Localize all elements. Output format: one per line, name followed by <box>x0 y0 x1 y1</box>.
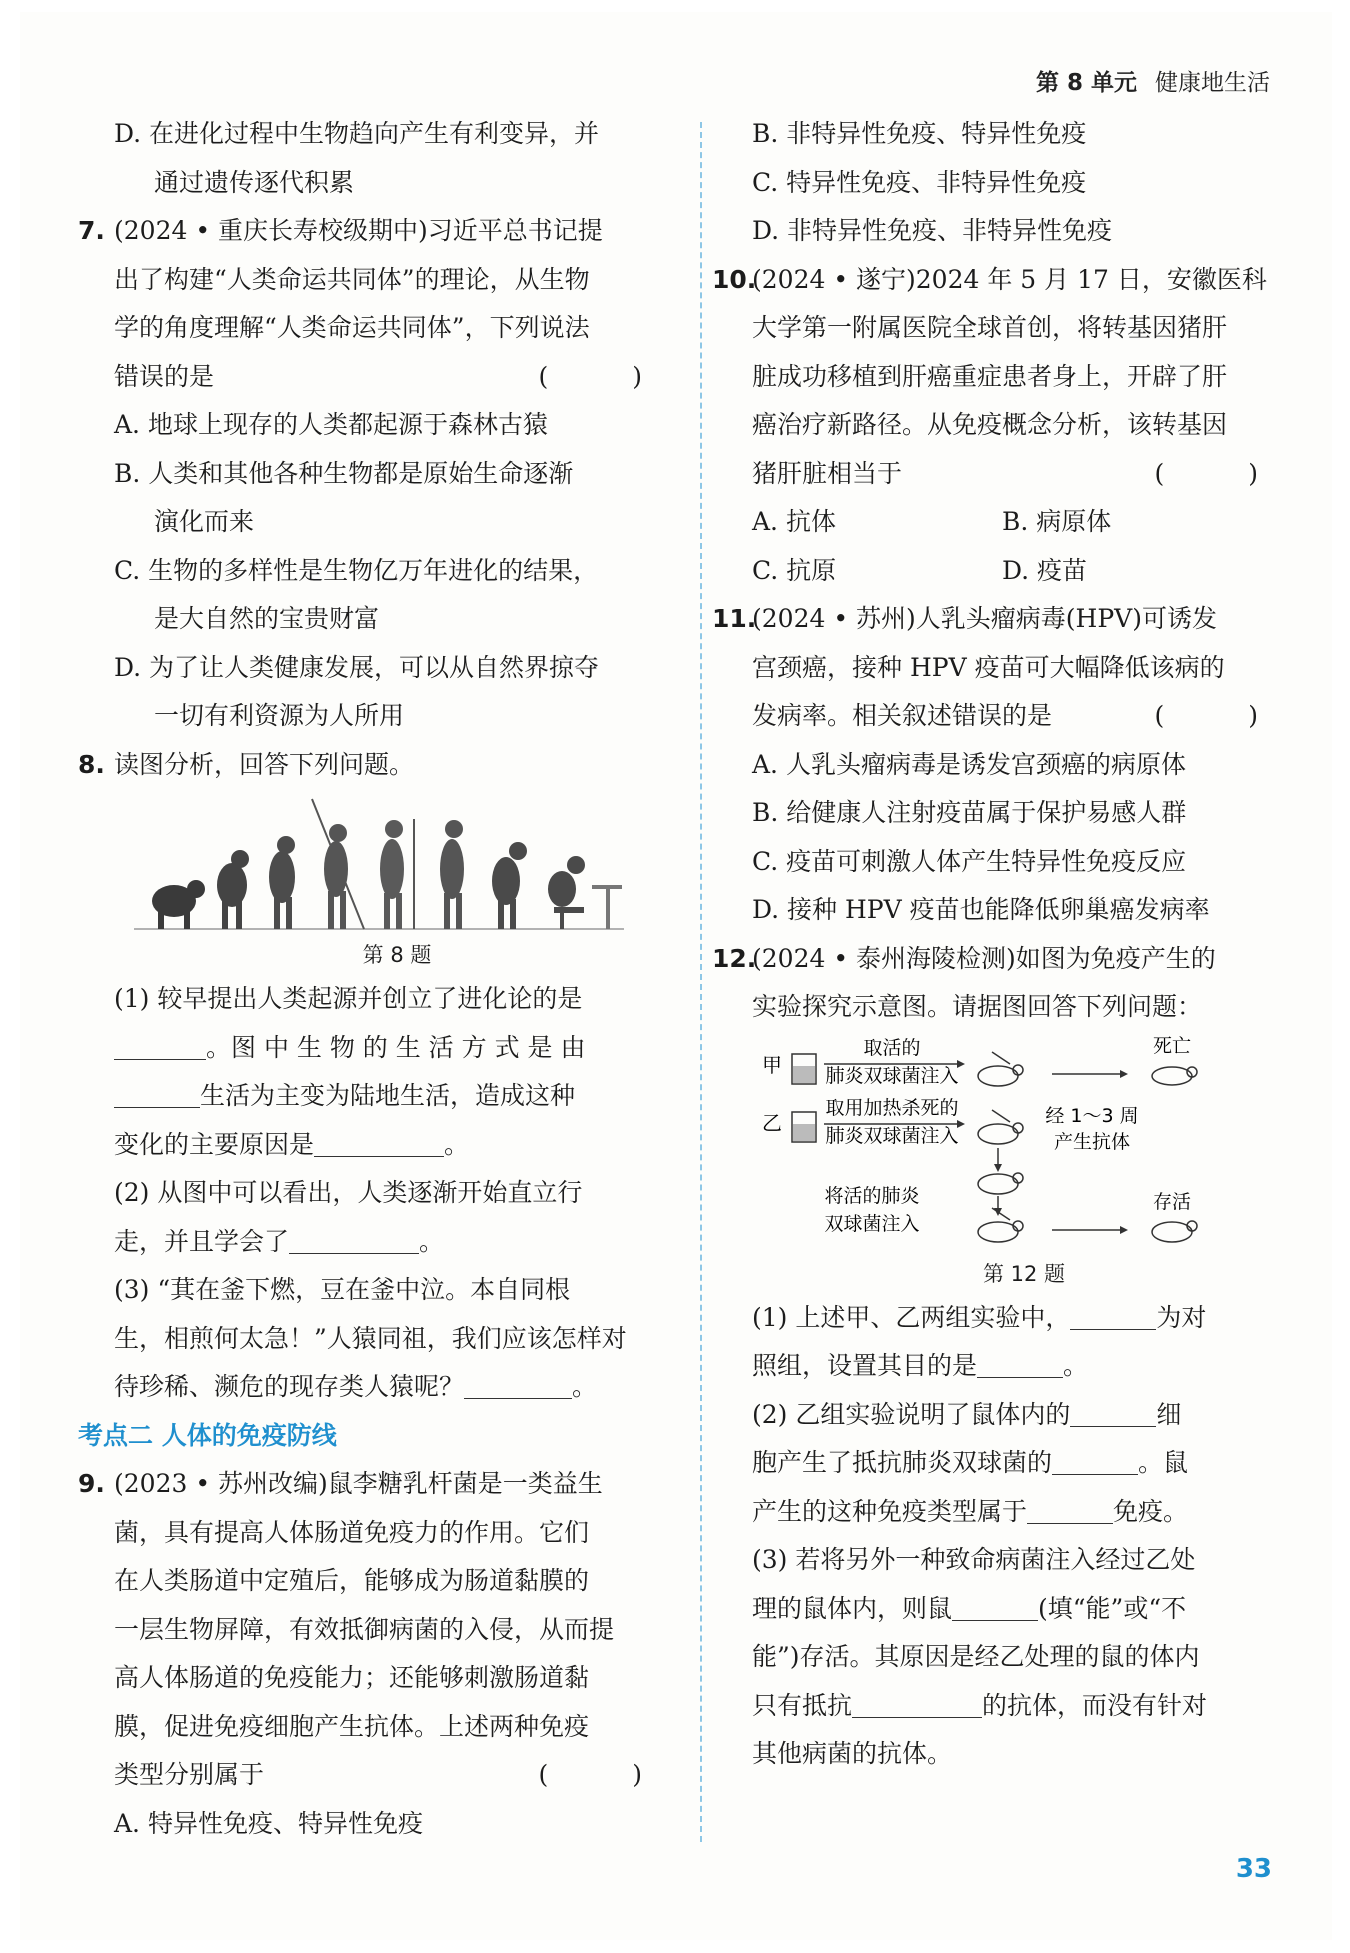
answer-bracket[interactable]: ( ) <box>1154 458 1296 488</box>
option-d: D. 为了让人类健康发展，可以从自然界掠夺 <box>114 652 600 682</box>
answer-blank[interactable] <box>1052 1444 1138 1475</box>
q9-options-continued <box>752 110 1296 256</box>
live-label-1: 将活的肺炎 <box>824 1184 920 1207</box>
option-c: C. 抗原 <box>752 555 837 585</box>
live-label-2: 双球菌注入 <box>824 1212 920 1235</box>
alive-label: 存活 <box>1152 1190 1192 1213</box>
human-evolution-image <box>114 789 634 935</box>
answer-blank[interactable] <box>1070 1299 1156 1330</box>
right-column <box>712 110 1296 1779</box>
option-a: A. 抗体 <box>752 507 836 536</box>
group-yi-label: 乙 <box>762 1110 782 1135</box>
figure-caption: 第 12 题 <box>982 1261 1066 1286</box>
dead-label: 死亡 <box>1152 1034 1192 1057</box>
option-c: C. 疫苗可刺激人体产生特异性免疫反应 <box>752 846 1187 876</box>
answer-blank[interactable] <box>314 1126 444 1157</box>
option-a: A. 特异性免疫、特异性免疫 <box>114 1808 423 1838</box>
mouse-icon <box>978 1110 1023 1144</box>
answer-blank[interactable] <box>977 1347 1063 1378</box>
question-12: 12. (2024 • 泰州海陵检测)如图为免疫产生的 实验探究示意图。请据图回答下列问题： 甲 取活的 肺炎双球菌注入 死亡 乙 取用加热杀死的 肺炎双球菌注入 经 1～3 周 产生抗体 将活的肺炎 双球菌注入 存活 第 12 题 (1) 上述甲、乙两组实验中， 为对 照组，设置其目的是 。 (2) 乙组实验说明了鼠体内的 细 胞产生了抵抗肺炎双球菌的 。鼠 产生的这种免疫类型属于 免疫。 (3) 若将另外一种致命病菌注入经过乙处 理的鼠体内，则鼠 (填“能”或“不 能”)存活。其原因是经乙处理的鼠的体内 只有抵抗 的抗体，而没有针对 其他病菌的抗体。 <box>752 935 1296 1779</box>
yi-label-1: 取用加热杀死的 <box>825 1096 959 1119</box>
dead-mouse-icon <box>1152 1067 1197 1085</box>
weeks-label-1: 经 1～3 周 <box>1045 1104 1139 1127</box>
question-number: 12. <box>712 943 757 973</box>
section-title: 考点二 人体的免疫防线 <box>78 1420 337 1450</box>
alive-mouse-icon <box>1152 1221 1197 1242</box>
page <box>20 12 1332 1940</box>
option-a: A. 人乳头瘤病毒是诱发宫颈癌的病原体 <box>752 749 1186 779</box>
question-9: 9. (2023 • 苏州改编)鼠李糖乳杆菌是一类益生 菌，具有提高人体肠道免疫力的作用。它们 在人类肠道中定殖后，能够成为肠道黏膜的 一层生物屏障，有效抵御病菌的入侵，从而提 高人体肠道的免疫能力；还能够刺激肠道黏 膜，促进免疫细胞产生抗体。上述两种免疫 类型分别属于 ( ) A. 特异性免疫、特异性免疫 <box>114 1460 680 1848</box>
question-number: 8. <box>78 749 105 779</box>
answer-bracket[interactable]: ( ) <box>538 361 680 391</box>
figure-caption: 第 8 题 <box>362 943 432 967</box>
mouse-icon <box>978 1208 1023 1242</box>
option-b: B. 非特异性免疫、特异性免疫 <box>752 119 1087 148</box>
option-a: A. 地球上现存的人类都起源于森林古猿 <box>114 410 548 439</box>
option-d: D. 非特异性免疫、非特异性免疫 <box>752 216 1113 245</box>
experiment-diagram <box>752 1032 1272 1254</box>
answer-blank[interactable] <box>114 1077 200 1108</box>
question-number: 7. <box>78 216 105 245</box>
question-number: 9. <box>78 1469 105 1498</box>
option-c: C. 特异性免疫、非特异性免疫 <box>752 167 1087 197</box>
q6-option-d: D. 在进化过程中生物趋向产生有利变异，并 通过遗传逐代积累 <box>114 119 600 197</box>
answer-blank[interactable] <box>1070 1396 1156 1427</box>
weeks-label-2: 产生抗体 <box>1053 1130 1131 1153</box>
jia-label-1: 取活的 <box>863 1036 921 1059</box>
answer-blank[interactable] <box>1027 1493 1113 1524</box>
jia-label-2: 肺炎双球菌注入 <box>825 1064 959 1087</box>
option-c: C. 生物的多样性是生物亿万年进化的结果， <box>114 555 599 585</box>
mouse-icon <box>978 1052 1023 1086</box>
answer-blank[interactable] <box>464 1368 572 1399</box>
option-d: D. 接种 HPV 疫苗也能降低卵巢癌发病率 <box>752 895 1210 924</box>
option-d: D. 疫苗 <box>1002 555 1088 585</box>
question-number: 10. <box>712 264 757 294</box>
question-number: 11. <box>712 604 757 633</box>
page-header <box>1036 64 1270 97</box>
answer-blank[interactable] <box>114 1029 206 1060</box>
page-number: 33 <box>1235 1854 1272 1884</box>
group-jia-label: 甲 <box>762 1052 782 1077</box>
left-column <box>78 110 680 1848</box>
answer-bracket[interactable]: ( ) <box>538 1760 680 1789</box>
question-7: 7. (2024 • 重庆长寿校级期中)习近平总书记提 出了构建“人类命运共同体”的理论，从生物 学的角度理解“人类命运共同体”，下列说法 错误的是 ( ) A. 地球上现存的人类都起源于森林古猿 B. 人类和其他各种生物都是原始生命逐渐 演化而来 C. 生物的多样性是生物亿万年进化的结果， 是大自然的宝贵财富 D. 为了让人类健康发展，可以从自然界掠夺 一切有利资源为人所用 <box>114 207 680 741</box>
answer-blank[interactable] <box>952 1590 1038 1621</box>
evolution-figure <box>114 789 680 935</box>
unit-label: 第 8 单元 <box>1035 70 1137 96</box>
question-11: 11. (2024 • 苏州)人乳头瘤病毒(HPV)可诱发 宫颈癌，接种 HPV 疫苗可大幅降低该病的 发病率。相关叙述错误的是 ( ) A. 人乳头瘤病毒是诱发宫颈癌的病原体 B. 给健康人注射疫苗属于保护易感人群 C. 疫苗可刺激人体产生特异性免疫反应 D. 接种 HPV 疫苗也能降低卵巢癌发病率 <box>752 595 1296 935</box>
mouse-icon <box>978 1173 1023 1194</box>
question-8: 8. 读图分析，回答下列问题。 第 8 题 (1) 较早提出人类起源并创立了进化论的是 。图 中 生 物 的 生 活 方 式 是 由 生活为主变为陆地生活，造成这种 变化的主要原因是 。 (2) 从图中可以看出，人类逐渐开始直立行 走，并且学会了 。 (3) “萁在釜下燃，豆在釜中泣。本自同根 生，相煎何太急！”人猿同祖，我们应该怎样对 待珍稀、濒危的现存类人猿呢？ 。 <box>114 741 680 1412</box>
yi-label-2: 肺炎双球菌注入 <box>825 1124 959 1147</box>
question-10: 10. (2024 • 遂宁)2024 年 5 月 17 日，安徽医科 大学第一附属医院全球首创，将转基因猪肝 脏成功移植到肝癌重症患者身上，开辟了肝 癌治疗新路径。从免疫概念分析，该转基因 猪肝脏相当于 ( ) A. 抗体 B. 病原体 C. 抗原 D. 疫苗 <box>752 256 1296 596</box>
answer-bracket[interactable]: ( ) <box>1154 701 1296 730</box>
option-b: B. 人类和其他各种生物都是原始生命逐渐 <box>114 458 574 488</box>
column-divider <box>700 122 702 1842</box>
option-b: B. 给健康人注射疫苗属于保护易感人群 <box>752 798 1187 827</box>
option-b: B. 病原体 <box>1002 507 1112 536</box>
answer-blank[interactable] <box>852 1687 982 1718</box>
unit-title: 健康地生活 <box>1155 70 1270 96</box>
answer-blank[interactable] <box>289 1223 419 1254</box>
immunity-experiment-figure <box>752 1032 1296 1254</box>
